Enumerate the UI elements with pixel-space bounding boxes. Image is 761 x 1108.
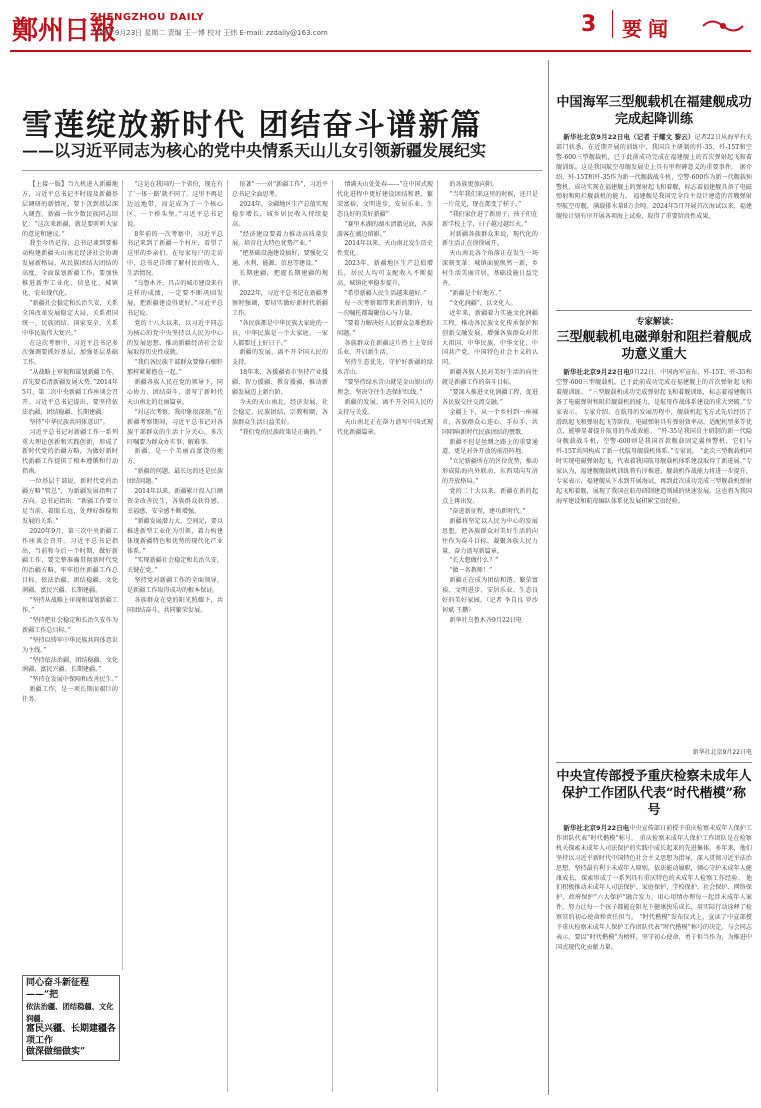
story-role-model [556,768,752,1108]
paragraph: “从战略上审视和谋划新疆工作，首先要看清新疆发展大势。”2014年5月，第二次中央新疆工作座谈会召开。习近平总书记提出，要坚持依法治疆、团结稳疆、长期建疆。 [22,369,118,416]
paragraph: 坚持党对新疆工作的全面领导，是新疆工作取得成功的根本保证。 [127,577,223,595]
paragraph: 新疆的发展，离不开全国人民的支持与关爱。 [337,398,433,416]
paragraph: “我们各民族干部群众要像石榴籽那样紧紧抱在一起。” [127,359,223,377]
paragraph: 长期建疆，把握长期建疆的规律。 [232,270,328,288]
paragraph: 新疆各族人民对美好生活的向往就是新疆工作的奋斗目标。 [442,369,538,387]
paragraph: “希望新疆人民生活越来越好。” [344,289,427,297]
paragraph: 新疆正在成为团结和谐、繁荣富裕、文明进步、安居乐业、生态良好的美好家园。（记者 李自良 罗沙 何斌 王鹏） [442,577,538,614]
paragraph: 新疆的发展，离不开全国人民的支持。 [232,349,328,367]
paragraph: 全疆上下，从一个乡村到一座城市，各族群众心连心、手拉手，共同唱响新时代民族团结的赞歌。 [442,408,538,436]
paragraph: 天山南北正在奋力谱写中国式现代化新疆篇章。 [337,418,433,436]
story-credit: 新华社北京9月22日电 [692,749,752,756]
paragraph: “我们家住进了新房子，孩子们在新学校上学，日子越过越红火。” [442,210,538,228]
paragraph: “当年我们来这里的时候，还只是一片荒芜，现在都变了样子。” [442,190,538,208]
masthead-rule [10,50,751,52]
story-text: 中央宣传部日前授予重庆检察未成年人保护工作团队代表“时代楷模”称号。 重庆检察未成年人保护工作团队是在检察机关探索未成年人司法保护的实践中成长起来的先进集体。多年来，他们坚持以习近平新时代中国特色社会主义思想为指导，深入贯彻习近平法治思想，坚持最有利于未成年人原则，依法能动履职，倾心守护未成年人健康成长，探索形成了一系列具有重庆特色的未成年人检察工作经验。 他们积极推动未成年人司法保护、家庭保护、学校保护、社会保护、网络保护、政府保护“六大保护”融合发力，用心用情办理每一起涉未成年人案件，努力让每一个孩子都能在阳光下健康快乐成长，用实际行动诠释了检察官的初心使命和责任担当。 “时代楷模”发布仪式上，宣读了中宣部授予重庆检察未成年人保护工作团队代表“时代楷模”称号的决定。与会同志表示，要以“时代楷模”为榜样，坚守初心使命，勇于担当作为，为推进中国式现代化贡献力量。 [556,825,752,951]
paragraph: “坚持依法治疆、团结稳疆、文化润疆、富民兴疆、长期建疆。” [22,656,118,674]
subsection-title-line: 依法治疆、团结稳疆、文化润疆、 [26,1002,114,1023]
paragraph: “坚持以铸牢中华民族共同体意识为主线。” [22,636,118,654]
paragraph: “立足新疆所在的区位优势，推动形成陆海内外联动、东西双向互济的开放格局。” [442,458,538,486]
story-navy-jets [556,94,752,322]
story-body [556,823,752,1108]
paragraph: 一位基层干部说，新时代党的治疆方略“管总”，为新疆发展指明了方向。总书记指出：“新疆工作要立足当前、着眼长远，处理好维稳和发展的关系。” [22,478,118,525]
story-text: 9月22日，中国海军宣布，歼-15T、歼-35和空警-600三型舰载机，已于此前成功完成在福建舰上的首次弹射起飞和着舰训练。 “三型舰载机成功完成弹射起飞和着舰训练，标志着福建舰具备了电磁弹射和阻拦舰载机的能力，是航母作战体系建设的重大突破。”专家表示。 专家介绍，在航母的发展历程中，舰载机起飞方式先后经历了滑跃起飞和弹射起飞等阶段。电磁弹射具有弹射效率高、适配机型多等优点，能够显著提升航母的作战效能。 “歼-35是我国自主研制的新一代隐身舰载战斗机，空警-600则是我国首款舰载固定翼预警机，它们与歼-15T共同构成了新一代航母舰载机体系。”专家说。 “此次三型舰载机同时实现电磁弹射起飞，代表着我国航母舰载机体系建设取得了新进展。”专家认为，福建舰舰载机训练将有序推进，舰载机作战能力将进一步提升。 专家表示，福建舰从下水到开展海试，再到此次成功完成三型舰载机弹射起飞和着舰，展现了我国在航母研制建造领域的快速发展。这也将为我国海军建设和航母编队体系化发展积累宝贵经验。 [556,369,752,505]
lead-column-5 [442,180,538,1092]
paragraph: “实现新疆社会稳定和长治久安，关键在党。” [127,557,223,575]
paragraph: 对新疆各族群众来说，现代化的新生活正在徐徐展开。 [442,230,538,248]
column-divider [227,180,228,1092]
subsection-title-line: 同心奋斗新征程——“把 [26,978,90,1000]
lead-column-3 [232,180,328,1092]
story-body [556,132,752,322]
paragraph: “我们党的民族政策是正确的。” [239,428,322,436]
paragraph: 【上接一版】当九机进入新疆地方，习近平总书记不时提及新疆基层调研的新情况，要下沉到基层深入调查。新疆一位少数民族同志回忆：“这次来新疆，就是要听听大家的意见和建议。” [22,181,118,238]
story-title: 中国海军三型舰载机在福建舰成功完成起降训练 [556,95,752,127]
paragraph: 每一次考察都带来新的期许，每一次嘱托都凝聚信心与力量。 [337,299,433,317]
lead-column-2 [127,180,223,1092]
headline-rule [22,170,542,171]
story-body [556,367,752,747]
paragraph: “要着力解决好人民群众急难愁盼问题。” [337,319,433,337]
paragraph: 新疆不但是丝绸之路上的重要通道，更是对外开放的前沿阵地。 [442,438,538,456]
lead-column-1 [22,180,118,970]
paragraph: 情满天山处处春——“在中国式现代化进程中更好建设团结和谐、繁荣富裕、文明进步、安居乐业、生态良好的美好新疆” [337,181,433,218]
paragraph: 新疆工作，是一项长期而艰巨的任务。 [22,686,118,704]
paragraph: 各族群众在新疆这片热土上安居乐业，开启新生活。 [337,339,433,357]
paragraph: 在这次考察中，习近平总书记多次强调要抓好基层，加强基层基础工作。 [22,339,118,367]
rule-story2 [556,762,752,763]
paragraph: “赛里木湖的湖水清澈见底，各族游客在湖边留影。” [337,220,433,238]
paragraph: “各民族都是中华民族大家庭的一员，中华民族是一个大家庭，一家人都要过上好日子。” [232,319,328,347]
paragraph: “乌鲁木齐、昌吉的城市建设来有这样的成绩，一定要不断巩固发展，把新疆建设得更好。”习近平总书记说。 [127,280,223,317]
paragraph: “要深入推进文化润疆工程，促进各民族交往交流交融。” [442,389,538,406]
paragraph: 新疆将坚定以人民为中心的发展思想，把各族群众对美好生活的向往作为奋斗目标，凝聚各族人民力量，奋力谱写新篇章。 [442,517,538,555]
paragraph: “坚持从战略上审视和谋划新疆工作。” [22,597,118,614]
column-divider [122,180,123,970]
lead-headline: 雪莲绽放新时代 团结奋斗谱新篇 [22,108,483,143]
section-title: 要闻 [622,17,674,41]
paragraph: “对这次考察，我印象很深刻。”在新疆考察期间，习近平总书记对各族干部群众的生活十分关心，多次叮嘱要为群众办实事、解难事。 [127,408,223,446]
masthead [0,0,761,68]
paragraph: “要坚持绿水青山就是金山银山的理念，坚决守住生态保护红线。” [337,379,433,397]
story-text: 记者22日从海军有关部门获悉，在近期开展的训练中，我国自主研制的歼-35、歼-15T和空警-600三型舰载机，已于此前成功完成在福建舰上的首次弹射起飞和着舰训练。这是我国航空母舰发展史上具有里程碑意义的重要事件。 据介绍，歼-15T和歼-35作为新一代舰载战斗机，空警-600作为新一代舰载预警机，成功实现在福建舰上的弹射起飞和着舰，标志着福建舰具备了电磁弹射和阻拦舰载机的能力。 福建舰是我国完全自主设计建造的首艘弹射型航空母舰，满载排水量8万余吨。2024年5月开展首次海试以来，福建舰按计划有序开展各项海上试验，取得了重要阶段性成果。 [556,134,752,221]
paragraph: 新华社乌鲁木齐9月22日电 [449,616,522,624]
paragraph: 各族群众在党的阳光照耀下，共同团结奋斗、共同繁荣发展。 [127,597,223,614]
column-divider [437,180,438,1092]
paragraph: 今天的天山南北，经济发展、社会稳定、民族团结、宗教和顺，各族群众生活日益美好。 [232,398,328,426]
paragraph: 2014年以来，新疆累计投入巨额资金改善民生，各族群众获得感、幸福感、安全感不断增强。 [127,488,223,515]
story-title: 三型舰载机电磁弹射和阻拦着舰成功意义重大 [556,330,752,362]
page-number: 3 [581,12,597,37]
paragraph: “做一名教师！” [449,567,493,575]
story-expert-analysis [556,316,752,756]
paragraph: 习近平总书记对新疆工作一系列重大理论创新和实践创新，形成了新时代党的治疆方略，为做好新时代新疆工作提供了根本遵循和行动指南。 [22,428,118,476]
paragraph: “坚持把社会稳定和长治久安作为新疆工作总目标。” [22,616,118,634]
story-byline: 新华社北京9月22日电 [563,824,630,832]
subsection-title-line: 做深做细做实” [26,1047,86,1057]
paragraph: 天山南北各个角落正在发生一场深刻变革：城镇面貌焕然一新，乡村生活美丽宜居，基础设施日益完善。 [442,250,538,288]
paper-name-logo: 鄭州日報 [12,16,117,46]
paragraph: 党的十八大以来，以习近平同志为核心的党中央坚持以人民为中心的发展思想，推动新疆经济社会发展取得历史性成就。 [127,319,223,357]
paragraph: “新疆社会稳定和长治久安，关系全国改革发展稳定大局，关系祖国统一，民族团结，国家安全，关系中华民族伟大复兴。” [22,299,118,337]
subsection-title-line: 富民兴疆、长期建疆各项工作 [26,1024,117,1046]
page-separator [612,10,613,38]
paragraph: 坚持“中华民族共同体意识”。 [29,418,109,426]
paragraph: “文化润疆”，以文化人。 [449,299,517,307]
story-byline: 新华社北京9月22日电（记者 于耀文 黎云） [563,133,695,141]
dateline: 2025年9月23日 星期二 责编 王一博 校对 王炜 E-mail: zzdaily@163.com [90,29,328,37]
paragraph: 依著”一一对“新疆工作”，习近平总书记全面思考。 [232,181,328,198]
lead-subhead: ——以习近平同志为核心的党中央情系天山儿女引领新疆发展纪实 [22,141,487,160]
paragraph: 我至今仍记得，总书记谈到要推动构建新疆天山南北经济社会协调发展新格局，从民族团结大团结的高度，全面谋划新疆工作，要加快推进新型工业化、信息化、城镇化、农业现代化。 [22,240,118,297]
column-divider [332,180,333,1092]
paragraph: “这是在我国的一个省份，现在有了‘一体一路’就不同了。这里不再是边远地带，而是成为了一个核心区、一个桥头堡。”习近平总书记说。 [127,181,223,228]
lead-subsection-box [22,975,120,1061]
paragraph: “新疆是个好地方。” [449,289,502,297]
paragraph: 8年前的一次考察中，习近平总书记来到了新疆一个村庄，看望了这里的乡亲们。在每家每户的走访中，总书记详细了解村民的收入、生活情况。 [127,230,223,278]
paragraph: 2022年，习近平总书记在新疆考察时强调，要切实做好新时代新疆工作。 [232,289,328,317]
section-divider [548,60,549,1095]
paragraph: 2014年以来，天山南北发生历史性变化。 [337,240,433,258]
paragraph: “新疆的问题，最长远的还是民族团结问题。” [127,468,223,486]
subsection-title [23,976,119,1059]
paragraph: 2023年，新疆地区生产总值增长，居民人均可支配收入不断提高，城镇化率稳步提升。 [337,260,433,288]
paragraph: “坚持在发展中保障和改善民生。” [29,676,118,684]
paper-name-en: ZHENGZHOU DAILY [90,12,205,23]
paragraph: 2024年，全疆地区生产总值实现稳步增长，城乡居民收入持续提高。 [232,200,328,228]
paragraph: 坚持生态优先，守护好新疆的绿水青山。 [337,359,433,377]
lead-column-4 [337,180,433,1092]
lead-column-1b [22,1062,118,1092]
paragraph: 2020年9月，第三次中央新疆工作座谈会召开。习近平总书记指出，当前和今后一个时期，做好新疆工作，要完整准确贯彻新时代党的治疆方略，牢牢扭住新疆工作总目标，依法治疆、团结稳疆、文化润疆、富民兴疆、长期建疆。 [22,527,118,595]
rule-story1 [556,310,752,311]
paragraph: “长大想做什么？” [449,557,499,565]
paragraph: 的各族更加向阳。 [449,181,499,188]
paragraph: 18年来，各援疆省市坚持产业援疆、智力援疆、教育援疆，推动新疆发展迈上新台阶。 [232,369,328,397]
paragraph: “奋进新征程，建功新时代。” [449,507,526,515]
story-title: 中央宣传部授予重庆检察未成年人保护工作团队代表“时代楷模”称号 [556,769,752,818]
story-byline: 新华社北京9月22日电 [563,368,630,376]
paragraph: 近年来，新疆着力实施文化润疆工程，推动各民族文化传承保护和创新交融发展，增强各族群众对伟大祖国、中华民族、中华文化、中国共产党、中国特色社会主义的认同。 [442,309,538,367]
story-label: 专家解读： [636,317,679,327]
paragraph: 新疆，是一个美丽而富饶的地方。 [127,448,223,466]
paragraph: “经济建设要着力推动高质量发展，培育壮大特色优势产业。” [232,230,328,248]
paragraph: “把基础设施建设搞好，要强化交通、水利、能源、信息等建设。” [232,250,328,268]
paragraph: “新疆发展潜力大、空间足，要以推进新型工业化为引领，着力构建体现新疆特色和优势的现代化产业体系。” [127,517,223,555]
section-ornament-icon [701,15,745,37]
paragraph: 新疆各族人民在党的领导下，同心协力，团结奋斗，谱写了新时代天山南北的壮丽篇章。 [127,379,223,406]
paragraph: 党的二十大以来，新疆在新的起点上再出发。 [442,488,538,505]
